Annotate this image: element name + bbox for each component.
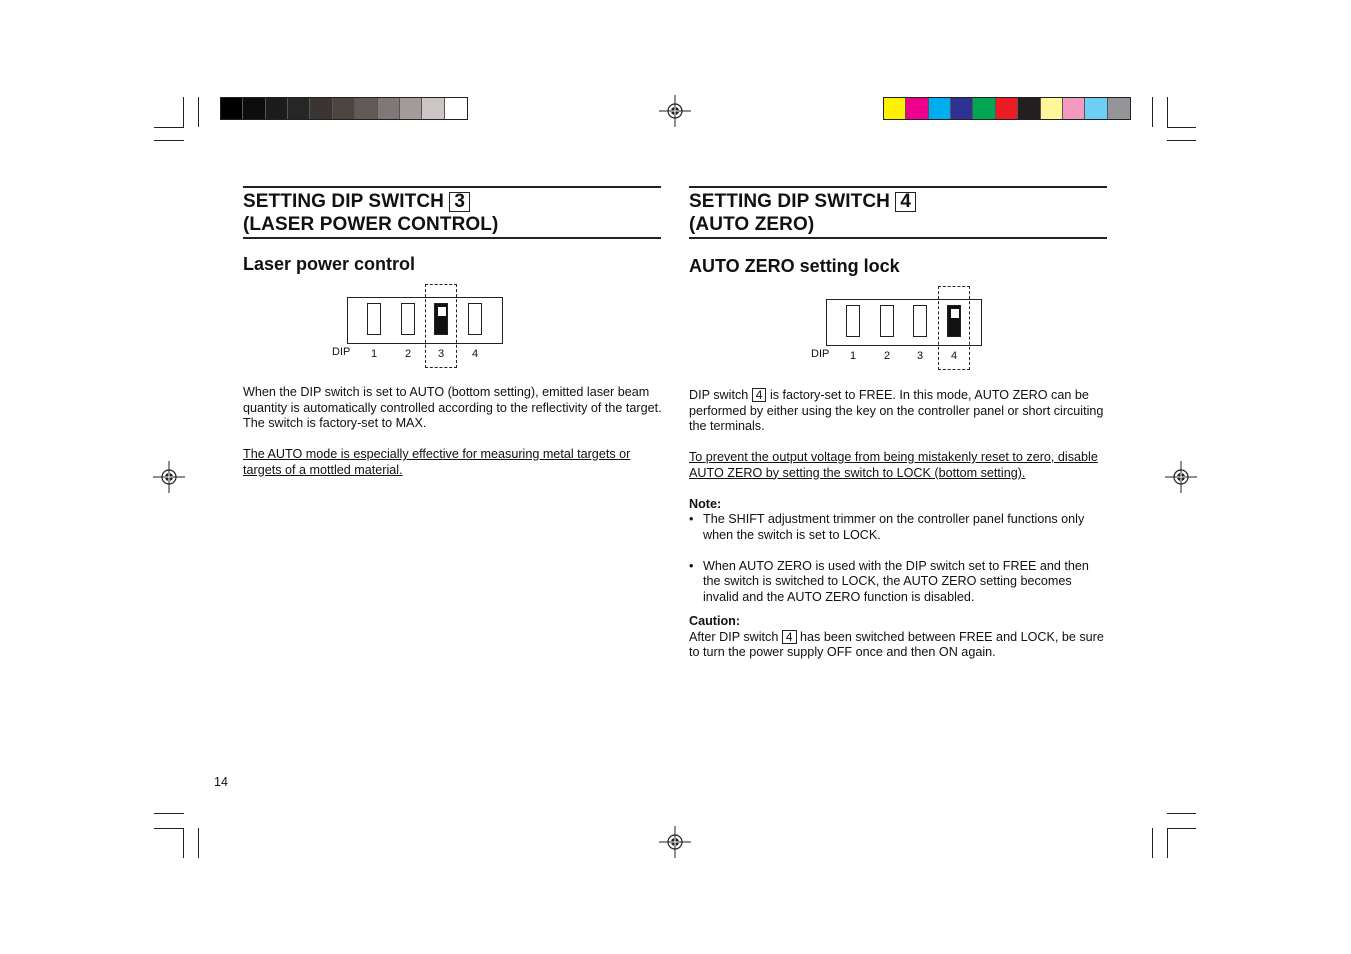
bullet-icon: • — [689, 512, 694, 526]
dip-switch-diagram — [809, 286, 989, 372]
color-swatch — [355, 98, 377, 119]
registration-mark-icon — [659, 95, 691, 127]
color-swatch — [310, 98, 332, 119]
registration-mark-icon — [659, 826, 691, 858]
subheading: AUTO ZERO setting lock — [689, 256, 900, 276]
dip-label: DIP — [811, 348, 830, 360]
dip-label: DIP — [332, 346, 351, 358]
color-swatch — [973, 98, 995, 119]
grayscale-color-bar — [220, 97, 468, 120]
paragraph: When the DIP switch is set to AUTO (bottom setting), emitted laser beam quantity is automatically controlled according to the reflectivity of the target. The switch is factory-set to MAX. — [243, 385, 662, 430]
color-swatch — [378, 98, 400, 119]
dip-number: 1 — [371, 348, 378, 360]
bullet-icon: • — [689, 558, 694, 573]
dip-switch-3 — [913, 305, 927, 337]
color-swatch — [906, 98, 928, 119]
dip-number: 2 — [405, 348, 412, 360]
color-swatch — [951, 98, 973, 119]
color-swatch — [1085, 98, 1107, 119]
color-swatch — [1041, 98, 1063, 119]
text: DIP switch — [689, 388, 749, 402]
text: is factory-set to FREE. In this mode, AUTO ZERO can be performed by either using the key on the controller panel or short circuiting the terminals. — [689, 388, 1104, 433]
dip-number: 4 — [472, 348, 479, 360]
heading-text: SETTING DIP SWITCH — [243, 191, 444, 212]
color-swatch — [221, 98, 243, 119]
caution-title: Caution: — [689, 614, 741, 628]
dip-switch-1 — [367, 303, 381, 335]
dip-switch-2 — [880, 305, 894, 337]
underlined-paragraph: The AUTO mode is especially effective for measuring metal targets or targets of a mottled material. — [243, 447, 631, 477]
switch-number-box: 4 — [752, 388, 767, 402]
section-heading — [689, 186, 1107, 239]
registration-mark-icon — [1165, 461, 1197, 493]
note-text: The SHIFT adjustment trimmer on the controller panel functions only when the switch is set to LOCK. — [703, 512, 1085, 542]
dip-switch-2 — [401, 303, 415, 335]
dip-number: 3 — [438, 348, 445, 360]
heading-text: (AUTO ZERO) — [689, 214, 815, 235]
caution-text — [689, 630, 1109, 661]
heading-text: SETTING DIP SWITCH — [689, 191, 890, 212]
note-title: Note: — [689, 496, 722, 511]
color-swatch — [996, 98, 1018, 119]
note-item — [689, 512, 1109, 543]
dip-number: 1 — [850, 350, 857, 362]
paragraph — [689, 388, 1109, 435]
color-swatch — [422, 98, 444, 119]
note-text: When AUTO ZERO is used with the DIP switch set to FREE and then the switch is switched to LOCK, the AUTO ZERO setting becomes invalid and the AUTO ZERO function is disabled. — [703, 558, 1089, 604]
dip-switch-1 — [846, 305, 860, 337]
registration-mark-icon — [153, 461, 185, 493]
page-number: 14 — [214, 775, 228, 789]
color-swatch — [1108, 98, 1130, 119]
switch-number-box: 4 — [782, 630, 797, 644]
text: has been switched between FREE and LOCK, be sure to turn the power supply OFF once and then ON again. — [689, 629, 1104, 659]
heading-text: (LASER POWER CONTROL) — [243, 214, 499, 235]
dip-number: 3 — [917, 350, 924, 362]
color-swatch — [929, 98, 951, 119]
dip-number: 2 — [884, 350, 891, 362]
dip-switch-4 — [468, 303, 482, 335]
color-swatch — [1063, 98, 1085, 119]
section-heading — [243, 186, 661, 239]
dip-number: 4 — [951, 350, 958, 362]
color-swatch — [333, 98, 355, 119]
dip-switch-diagram — [330, 284, 510, 370]
color-swatch — [1018, 98, 1040, 119]
subheading: Laser power control — [243, 254, 416, 274]
text: After DIP switch — [689, 629, 779, 644]
process-color-bar — [883, 97, 1131, 120]
color-swatch — [400, 98, 422, 119]
left-column — [243, 186, 661, 275]
switch-number-box: 4 — [895, 192, 916, 212]
underlined-paragraph: To prevent the output voltage from being mistakenly reset to zero, disable AUTO ZERO by setting the switch to LOCK (bottom setting). — [689, 450, 1098, 480]
color-swatch — [288, 98, 310, 119]
color-swatch — [266, 98, 288, 119]
right-body — [689, 388, 1109, 661]
switch-number-box: 3 — [449, 192, 470, 212]
note-item — [689, 559, 1109, 606]
color-swatch — [445, 98, 467, 119]
right-column — [689, 186, 1107, 277]
color-swatch — [884, 98, 906, 119]
left-body — [243, 385, 663, 478]
color-swatch — [243, 98, 265, 119]
